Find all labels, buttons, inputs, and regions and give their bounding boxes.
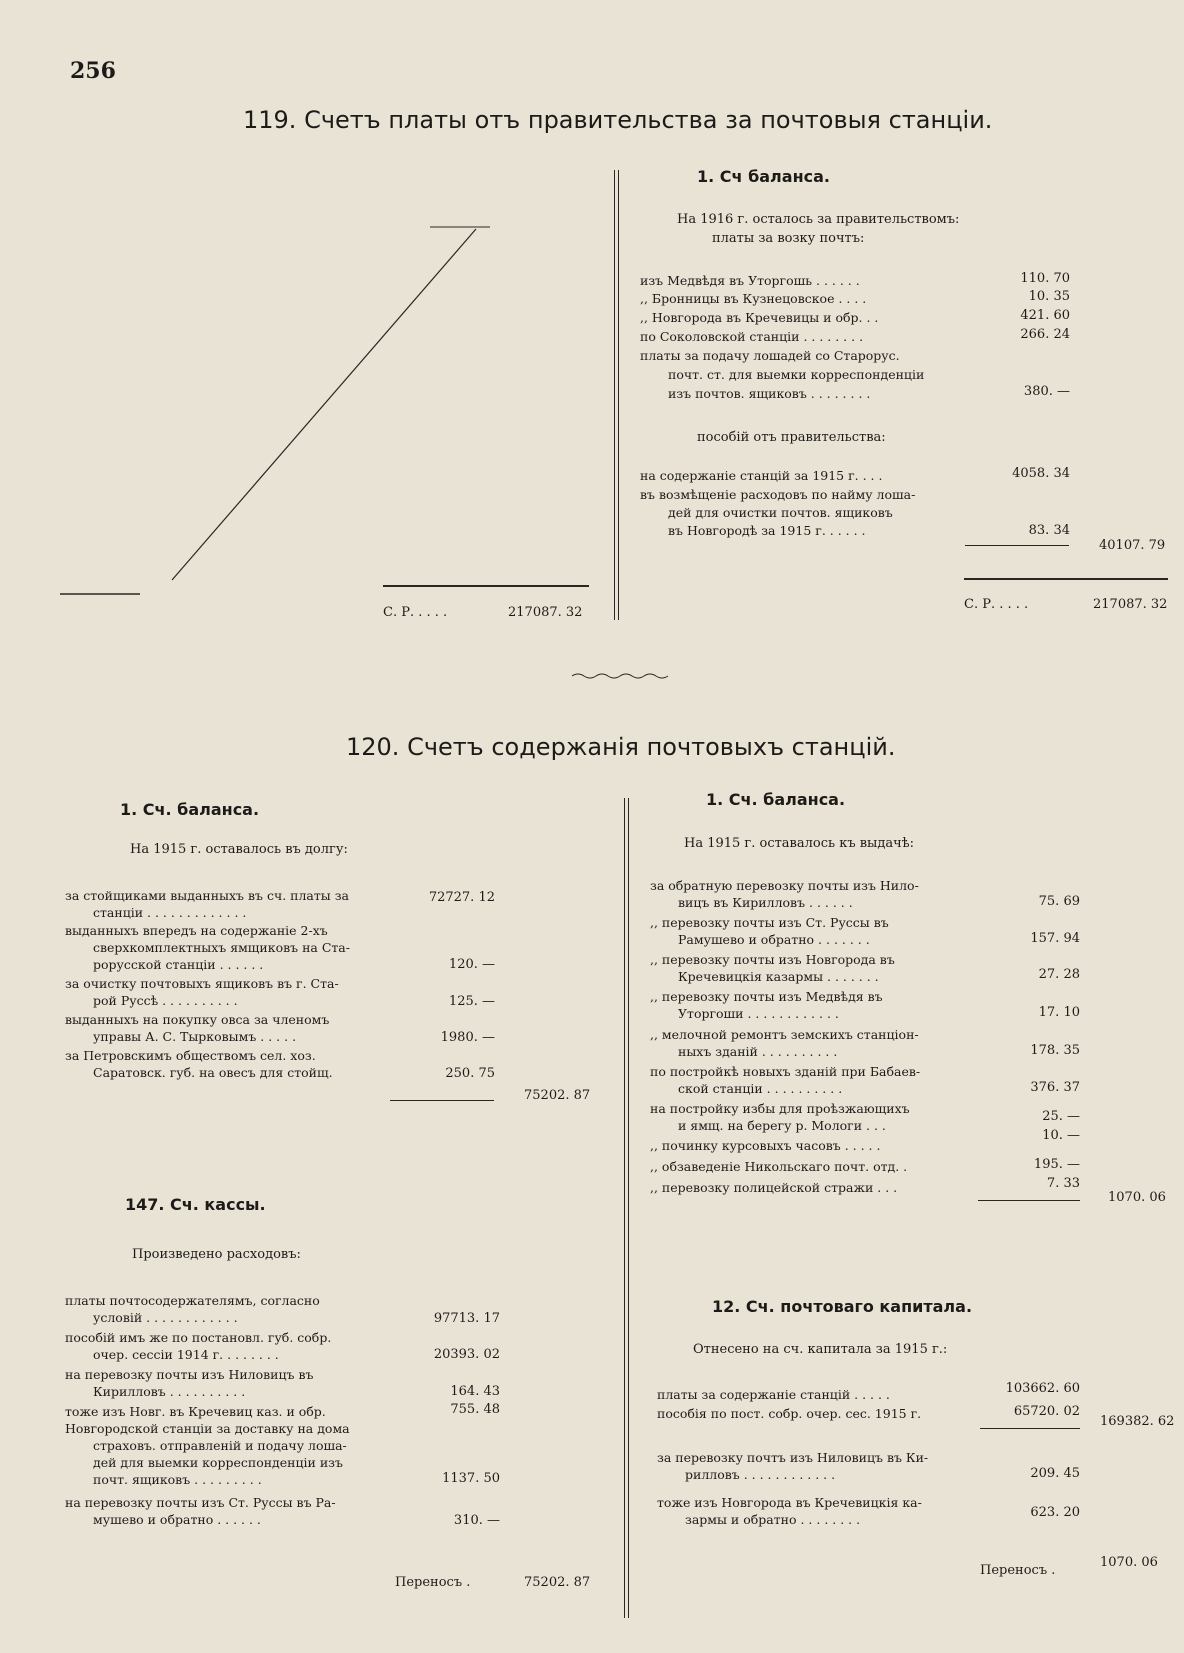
acc120-right-row: ,, перевозку полицейской стражи . . . 7. 33 <box>650 1176 1080 1195</box>
acc120-left-row: за Петровскимъ обществомъ сел. хоз. Саратовск. губ. на овесъ для стойщ. 250. 75 <box>65 1048 495 1081</box>
acc119-row: по Соколовской станціи . . . . . . . . 266. 24 <box>640 327 1070 344</box>
column-divider-120b <box>628 798 629 1618</box>
acc120-right-heading: 1. Сч. баланса. <box>706 790 846 809</box>
kassa-row: Новгородской станціи за доставку на дома страховъ. отправленій и подачу лоша- дей для выемки корреспонденціи изъ почт. ящиковъ . . . . . . . . . 1137. 50 <box>65 1421 500 1487</box>
capital-row: платы за содержаніе станцій . . . . . 103662. 60 <box>657 1381 1080 1402</box>
account-119-title: 119. Счетъ платы отъ правительства за почтовыя станціи. <box>243 106 993 134</box>
acc119-subtitle1: На 1916 г. осталось за правительствомъ: <box>677 212 960 227</box>
acc120-right-subtitle: На 1915 г. оставалось къ выдачѣ: <box>684 836 914 851</box>
kassa-row: тоже изъ Новг. въ Кречевиц каз. и обр. 755. 48 <box>65 1402 500 1419</box>
capital-subtitle: Отнесено на сч. капитала за 1915 г.: <box>693 1342 948 1357</box>
acc119-total-rule <box>964 578 1168 580</box>
capital-subtotal: 169382. 62 <box>1100 1414 1175 1429</box>
acc119-right-heading: 1. Сч баланса. <box>697 167 830 186</box>
acc119-subtitle2: платы за возку почтъ: <box>712 231 865 246</box>
kassa-row: платы почтосодержателямъ, согласно условій . . . . . . . . . . . . 97713. 17 <box>65 1293 500 1326</box>
acc120-right-row: ,, починку курсовыхъ часовъ . . . . . 10. — <box>650 1128 1080 1153</box>
acc119-row: на содержаніе станцій за 1915 г. . . . 4058. 34 <box>640 466 1070 483</box>
account-120-title: 120. Счетъ содержанія почтовыхъ станцій. <box>346 733 896 761</box>
acc119-subtotal: 40107. 79 <box>1099 538 1166 553</box>
kassa-row: на перевозку почты изъ Ст. Руссы въ Ра- мушево и обратно . . . . . . 310. — <box>65 1495 500 1528</box>
page-number: 256 <box>70 58 116 84</box>
acc119-subtotal-rule <box>965 545 1069 546</box>
kassa-carry-label: Переносъ . <box>395 1575 471 1590</box>
acc119-row: изъ Медвѣдя въ Уторгошь . . . . . . 110. 70 <box>640 271 1070 288</box>
capital-carry-amount: 1070. 06 <box>1100 1555 1158 1570</box>
acc119-row: ,, Новгорода въ Кречевицы и обр. . . 421. 60 <box>640 308 1070 325</box>
acc119-total-label: С. Р. . . . . <box>964 597 1029 612</box>
capital-carry-label: Переносъ . <box>980 1563 1056 1578</box>
kassa-heading: 147. Сч. кассы. <box>125 1195 266 1214</box>
column-divider-120 <box>624 798 625 1618</box>
acc120-right-row: ,, перевозку почты изъ Медвѣдя въ Уторгоши . . . . . . . . . . . . 17. 10 <box>650 989 1080 1021</box>
acc119-row: въ возмѣщеніе расходовъ по найму лоша- дей для очистки почтов. ящиковъ въ Новгородѣ за 1915 г. . . . . . 83. 34 <box>640 487 1070 538</box>
acc120-left-row: выданныхъ впередъ на содержаніе 2-хъ сверхкомплектныхъ ямщиковъ на Ста- рорусской станціи . . . . . . 120. — <box>65 923 495 972</box>
acc119-total-amount: 217087. 32 <box>1093 597 1168 612</box>
column-divider-119b <box>618 170 619 620</box>
left-total-rule <box>383 585 589 587</box>
acc120-left-subtotal: 75202. 87 <box>524 1088 591 1103</box>
acc120-left-heading: 1. Сч. баланса. <box>120 800 260 819</box>
acc120-right-row: на постройку избы для проѣзжающихъ и ямщ. на берегу р. Мологи . . . 25. — <box>650 1101 1080 1133</box>
capital-heading: 12. Сч. почтоваго капитала. <box>712 1297 973 1316</box>
acc120-left-row: за очистку почтовыхъ ящиковъ въ г. Ста- рой Руссѣ . . . . . . . . . . 125. — <box>65 976 495 1009</box>
acc120-left-subtitle: На 1915 г. оставалось въ долгу: <box>130 842 348 857</box>
acc120-left-subtotal-rule <box>390 1100 494 1101</box>
column-divider-119 <box>614 170 615 620</box>
acc119-subtitle3: пособій отъ правительства: <box>697 430 886 445</box>
section-divider-ornament <box>570 670 670 682</box>
acc120-right-row: ,, перевозку почты изъ Новгорода въ Кречевицкія казармы . . . . . . . 27. 28 <box>650 952 1080 984</box>
acc120-right-subtotal-rule <box>978 1200 1080 1201</box>
kassa-row: пособій имъ же по постановл. губ. собр. очер. сессіи 1914 г. . . . . . . . 20393. 02 <box>65 1330 500 1362</box>
kassa-row: на перевозку почты изъ Ниловицъ въ Кирилловъ . . . . . . . . . . 164. 43 <box>65 1367 500 1399</box>
acc119-row: платы за подачу лошадей со Старорус. почт. ст. для выемки корреспонденціи изъ почтов. ящиковъ . . . . . . . . 380. — <box>640 348 1070 401</box>
capital-subtotal-rule <box>980 1428 1080 1429</box>
acc120-right-row: за обратную перевозку почты изъ Нило- вицъ въ Кирилловъ . . . . . . 75. 69 <box>650 878 1080 910</box>
capital-row: тоже изъ Новгорода въ Кречевицкія ка- зармы и обратно . . . . . . . . 623. 20 <box>657 1495 1080 1527</box>
acc120-right-row: ,, мелочной ремонтъ земскихъ станціон- ныхъ зданій . . . . . . . . . . 178. 35 <box>650 1027 1080 1059</box>
acc120-left-row: за стойщиками выданныхъ въ сч. платы за станціи . . . . . . . . . . . . . 72727. 12 <box>65 888 495 920</box>
kassa-subtitle: Произведено расходовъ: <box>132 1247 301 1262</box>
acc119-row: ,, Бронницы въ Кузнецовское . . . . 10. 35 <box>640 289 1070 306</box>
acc120-right-subtotal: 1070. 06 <box>1108 1190 1166 1205</box>
empty-side-diagonal <box>60 225 490 595</box>
acc120-right-row: по постройкѣ новыхъ зданій при Бабаев- ской станціи . . . . . . . . . . 376. 37 <box>650 1064 1080 1096</box>
capital-row: за перевозку почтъ изъ Ниловицъ въ Ки- рилловъ . . . . . . . . . . . . 209. 45 <box>657 1450 1080 1482</box>
kassa-carry-amount: 75202. 87 <box>524 1575 591 1590</box>
left-total-amount: 217087. 32 <box>508 605 583 620</box>
acc120-right-row: ,, обзаведеніе Никольскаго почт. отд. . 195. — <box>650 1157 1080 1174</box>
left-total-label: С. Р. . . . . <box>383 605 448 620</box>
acc120-right-row: ,, перевозку почты изъ Ст. Руссы въ Рамушево и обратно . . . . . . . 157. 94 <box>650 915 1080 947</box>
diagonal-rule <box>172 229 476 580</box>
capital-row: пособія по пост. собр. очер. сес. 1915 г. 65720. 02 <box>657 1404 1080 1421</box>
acc120-left-row: выданныхъ на покупку овса за членомъ управы А. С. Тырковымъ . . . . . 1980. — <box>65 1012 495 1045</box>
